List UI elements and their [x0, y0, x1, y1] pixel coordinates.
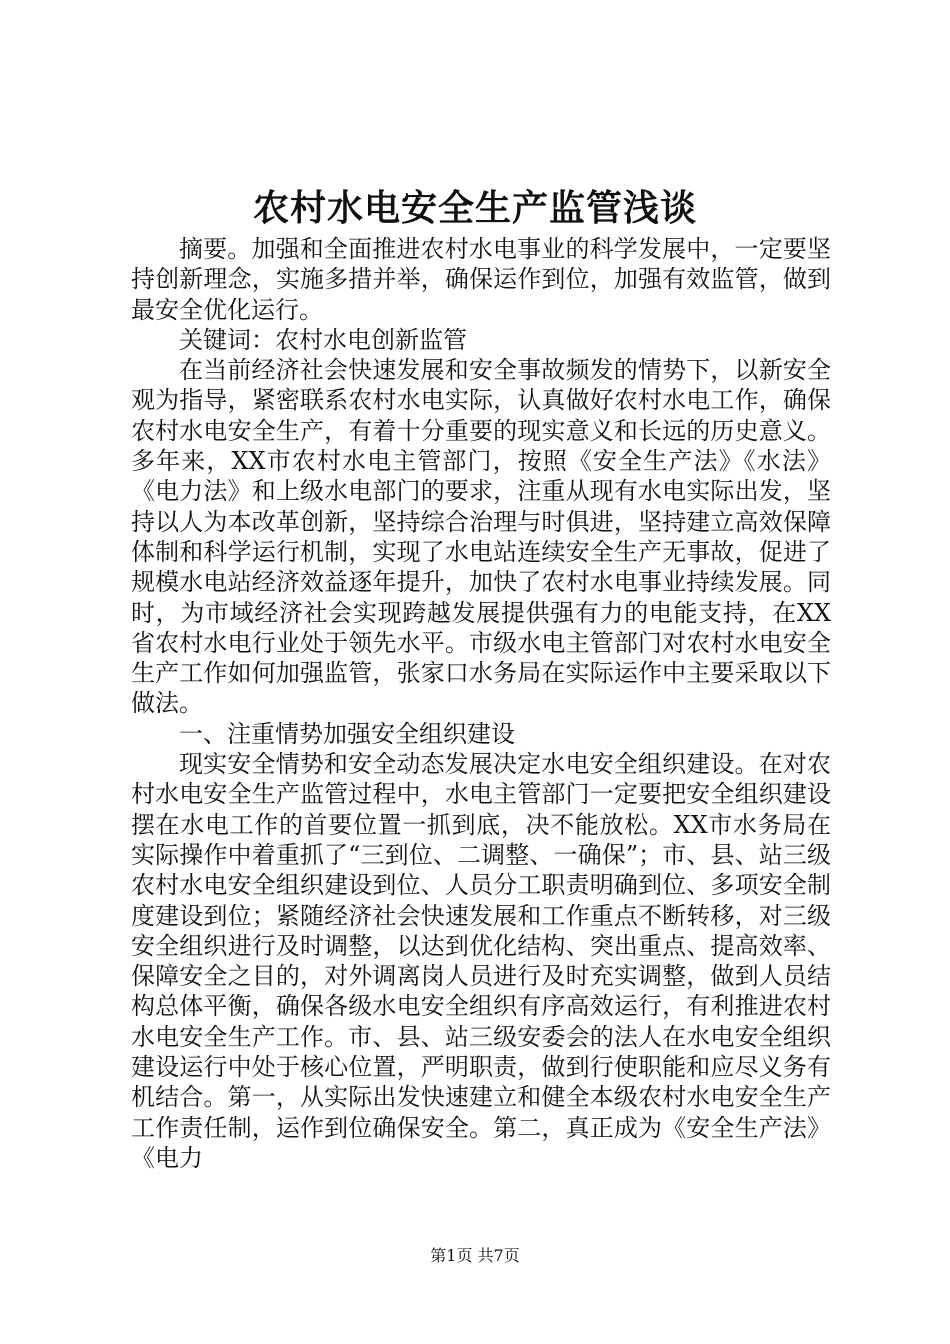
section-paragraph: 现实安全情势和安全动态发展决定水电安全组织建设。在对农村水电安全生产监管过程中，水电主管部门一定要把安全组织建设摆在水电工作的首要位置一抓到底，决不能放松。XX市水务局在实际操作中着重抓了“三到位、二调整、一确保”；市、县、站三级农村水电安全组织建设到位、人员分工职责明确到位、多项安全制度建设到位；紧随经济社会快速发展和工作重点不断转移，对三级安全组织进行及时调整，以达到优化结构、突出重点、提高效率、保障安全之目的，对外调离岗人员进行及时充实调整，做到人员结构总体平衡，确保各级水电安全组织有序高效运行，有利推进农村水电安全生产工作。市、县、站三级安委会的法人在水电安全组织建设运行中处于核心位置，严明职责，做到行使职能和应尽义务有机结合。第一，从实际出发快速建立和健全本级农村水电安全生产工作责任制，运作到位确保安全。第二，真正成为《安全生产法》《电力: [131, 750, 831, 1172]
intro-paragraph: 在当前经济社会快速发展和安全事故频发的情势下，以新安全观为指导，紧密联系农村水电实际，认真做好农村水电工作，确保农村水电安全生产，有着十分重要的现实意义和长远的历史意义。多年来，XX市农村水电主管部门，按照《安全生产法》《水法》《电力法》和上级水电部门的要求，注重从现有水电实际出发，坚持以人为本改革创新，坚持综合治理与时俱进，坚持建立高效保障体制和科学运行机制，实现了水电站连续安全生产无事故，促进了规模水电站经济效益逐年提升，加快了农村水电事业持续发展。同时，为市域经济社会实现跨越发展提供强有力的电能支持，在XX省农村水电行业处于领先水平。市级水电主管部门对农村水电安全生产工作如何加强监管，张家口水务局在实际运作中主要采取以下做法。: [131, 356, 831, 718]
abstract-paragraph: 摘要。加强和全面推进农村水电事业的科学发展中，一定要坚持创新理念，实施多措并举，确保运作到位，加强有效监管，做到最安全优化运行。: [131, 235, 831, 324]
keywords-paragraph: 关键词：农村水电创新监管: [179, 325, 467, 354]
section-heading: 一、注重情势加强安全组织建设: [179, 719, 515, 748]
page-number: 第1页 共7页: [430, 1246, 520, 1265]
document-body: [131, 234, 831, 1173]
document-title: 农村水电安全生产监管浅谈: [252, 187, 697, 229]
